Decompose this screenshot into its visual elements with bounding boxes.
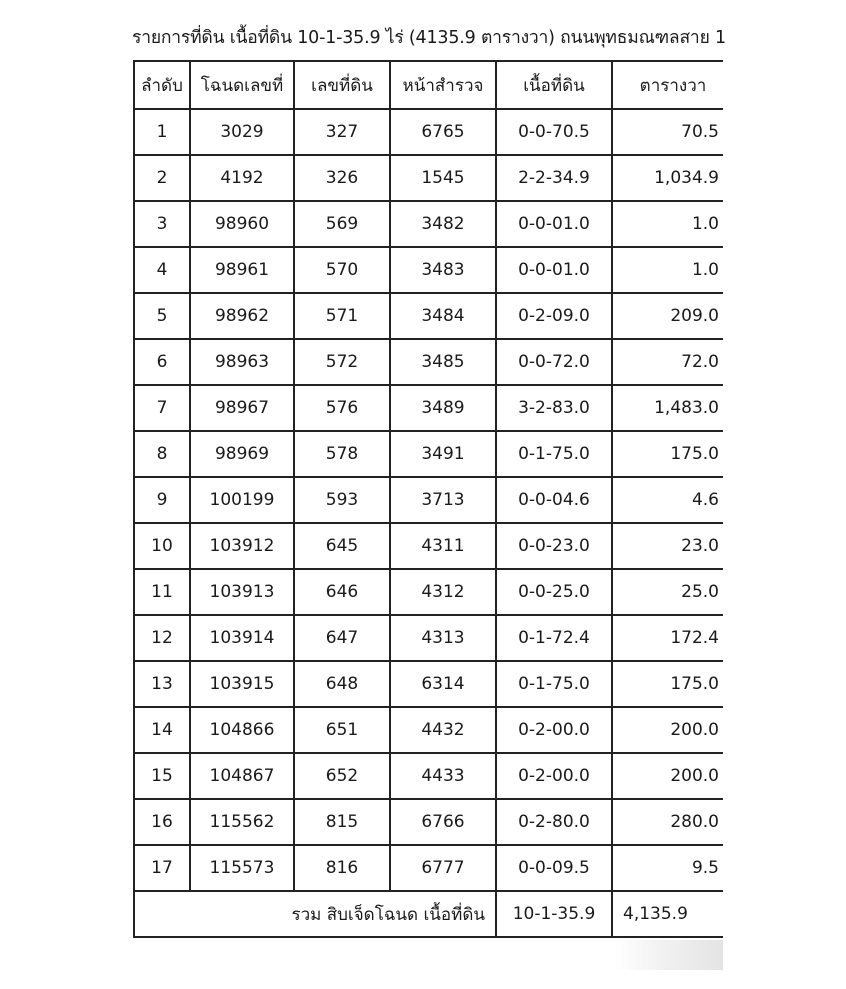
cell-survey-page: 1545 <box>390 155 496 201</box>
cell-survey-page: 6314 <box>390 661 496 707</box>
header-land-number: เลขที่ดิน <box>294 61 390 109</box>
cell-survey-page: 3713 <box>390 477 496 523</box>
header-deed-number: โฉนดเลขที่ <box>190 61 294 109</box>
cell-survey-page: 4311 <box>390 523 496 569</box>
cell-square-wa: 175.0 <box>612 661 723 707</box>
cell-land-area: 0-2-09.0 <box>496 293 612 339</box>
header-survey-page: หน้าสำรวจ <box>390 61 496 109</box>
cell-square-wa: 9.5 <box>612 845 723 891</box>
cell-land-area: 0-1-72.4 <box>496 615 612 661</box>
cell-land-number: 652 <box>294 753 390 799</box>
cell-survey-page: 4313 <box>390 615 496 661</box>
cell-deed-number: 4192 <box>190 155 294 201</box>
cell-land-number: 648 <box>294 661 390 707</box>
table-row <box>134 753 723 799</box>
cell-survey-page: 4432 <box>390 707 496 753</box>
cell-survey-page: 6777 <box>390 845 496 891</box>
table-row <box>134 569 723 615</box>
cell-deed-number: 104866 <box>190 707 294 753</box>
table-row <box>134 477 723 523</box>
table-row <box>134 845 723 891</box>
cell-land-area: 0-2-00.0 <box>496 707 612 753</box>
cell-land-area: 0-1-75.0 <box>496 431 612 477</box>
cell-order: 14 <box>134 707 190 753</box>
cell-order: 11 <box>134 569 190 615</box>
table-row <box>134 201 723 247</box>
cell-land-number: 646 <box>294 569 390 615</box>
cell-land-area: 0-0-72.0 <box>496 339 612 385</box>
cell-land-area: 0-0-25.0 <box>496 569 612 615</box>
cell-order: 17 <box>134 845 190 891</box>
cell-square-wa: 175.0 <box>612 431 723 477</box>
cell-order: 5 <box>134 293 190 339</box>
cell-order: 16 <box>134 799 190 845</box>
cell-land-number: 572 <box>294 339 390 385</box>
total-label: รวม สิบเจ็ดโฉนด เนื้อที่ดิน <box>134 891 496 937</box>
cell-deed-number: 100199 <box>190 477 294 523</box>
cell-square-wa: 172.4 <box>612 615 723 661</box>
cell-land-area: 0-0-09.5 <box>496 845 612 891</box>
cell-land-area: 0-0-70.5 <box>496 109 612 155</box>
header-square-wa: ตารางวา <box>612 61 723 109</box>
cell-survey-page: 3489 <box>390 385 496 431</box>
cell-land-number: 571 <box>294 293 390 339</box>
table-row <box>134 293 723 339</box>
cell-land-number: 578 <box>294 431 390 477</box>
cell-land-number: 815 <box>294 799 390 845</box>
cell-order: 7 <box>134 385 190 431</box>
cell-deed-number: 98961 <box>190 247 294 293</box>
table-row <box>134 615 723 661</box>
cell-square-wa: 209.0 <box>612 293 723 339</box>
cell-order: 3 <box>134 201 190 247</box>
cell-square-wa: 1.0 <box>612 201 723 247</box>
cell-order: 12 <box>134 615 190 661</box>
table-row <box>134 339 723 385</box>
cell-land-area: 0-2-80.0 <box>496 799 612 845</box>
cell-deed-number: 103913 <box>190 569 294 615</box>
table-row <box>134 385 723 431</box>
cell-deed-number: 104867 <box>190 753 294 799</box>
cell-land-number: 593 <box>294 477 390 523</box>
page-title: รายการที่ดิน เนื้อที่ดิน 10-1-35.9 ไร่ (4135.9 ตารางวา) ถนนพุทธมณฑลสาย 1 <box>132 28 726 48</box>
cell-order: 4 <box>134 247 190 293</box>
cell-land-area: 0-0-01.0 <box>496 201 612 247</box>
table-row <box>134 523 723 569</box>
cell-deed-number: 115573 <box>190 845 294 891</box>
cell-land-number: 569 <box>294 201 390 247</box>
table-row <box>134 707 723 753</box>
cell-order: 10 <box>134 523 190 569</box>
cell-land-area: 3-2-83.0 <box>496 385 612 431</box>
cell-land-number: 651 <box>294 707 390 753</box>
header-land-area: เนื้อที่ดิน <box>496 61 612 109</box>
cell-survey-page: 3482 <box>390 201 496 247</box>
cell-order: 13 <box>134 661 190 707</box>
cell-land-number: 647 <box>294 615 390 661</box>
cell-land-area: 0-0-04.6 <box>496 477 612 523</box>
cell-survey-page: 6766 <box>390 799 496 845</box>
cell-land-number: 326 <box>294 155 390 201</box>
table-row <box>134 431 723 477</box>
cell-deed-number: 115562 <box>190 799 294 845</box>
table-row <box>134 247 723 293</box>
cell-deed-number: 103915 <box>190 661 294 707</box>
cell-square-wa: 23.0 <box>612 523 723 569</box>
cell-order: 2 <box>134 155 190 201</box>
cell-deed-number: 103912 <box>190 523 294 569</box>
cell-survey-page: 4433 <box>390 753 496 799</box>
header-order: ลำดับ <box>134 61 190 109</box>
cell-order: 9 <box>134 477 190 523</box>
cell-square-wa: 4.6 <box>612 477 723 523</box>
land-table <box>133 60 723 938</box>
table-header-row <box>134 61 723 109</box>
cell-square-wa: 1,483.0 <box>612 385 723 431</box>
cell-deed-number: 98967 <box>190 385 294 431</box>
cell-deed-number: 103914 <box>190 615 294 661</box>
cell-survey-page: 3484 <box>390 293 496 339</box>
cell-square-wa: 1.0 <box>612 247 723 293</box>
cell-land-area: 0-2-00.0 <box>496 753 612 799</box>
table-row <box>134 155 723 201</box>
cell-land-area: 2-2-34.9 <box>496 155 612 201</box>
cell-square-wa: 200.0 <box>612 707 723 753</box>
total-area: 10-1-35.9 <box>496 891 612 937</box>
cell-order: 15 <box>134 753 190 799</box>
land-table-container <box>133 60 723 970</box>
total-square-wa: 4,135.9 <box>612 891 723 937</box>
cell-square-wa: 1,034.9 <box>612 155 723 201</box>
cell-survey-page: 3483 <box>390 247 496 293</box>
cell-land-number: 576 <box>294 385 390 431</box>
table-row <box>134 109 723 155</box>
cell-deed-number: 98960 <box>190 201 294 247</box>
cell-survey-page: 6765 <box>390 109 496 155</box>
cell-square-wa: 280.0 <box>612 799 723 845</box>
cell-land-area: 0-1-75.0 <box>496 661 612 707</box>
total-row <box>134 891 723 937</box>
cell-order: 1 <box>134 109 190 155</box>
cell-square-wa: 72.0 <box>612 339 723 385</box>
table-row <box>134 799 723 845</box>
cell-square-wa: 200.0 <box>612 753 723 799</box>
cell-land-area: 0-0-23.0 <box>496 523 612 569</box>
cell-land-number: 816 <box>294 845 390 891</box>
table-row <box>134 661 723 707</box>
cell-order: 8 <box>134 431 190 477</box>
cell-square-wa: 70.5 <box>612 109 723 155</box>
cell-land-number: 570 <box>294 247 390 293</box>
cell-land-number: 645 <box>294 523 390 569</box>
cell-deed-number: 98962 <box>190 293 294 339</box>
cell-land-area: 0-0-01.0 <box>496 247 612 293</box>
cell-deed-number: 98969 <box>190 431 294 477</box>
cell-deed-number: 3029 <box>190 109 294 155</box>
cell-order: 6 <box>134 339 190 385</box>
cell-survey-page: 4312 <box>390 569 496 615</box>
cell-square-wa: 25.0 <box>612 569 723 615</box>
cell-deed-number: 98963 <box>190 339 294 385</box>
cell-survey-page: 3485 <box>390 339 496 385</box>
cell-survey-page: 3491 <box>390 431 496 477</box>
cell-land-number: 327 <box>294 109 390 155</box>
